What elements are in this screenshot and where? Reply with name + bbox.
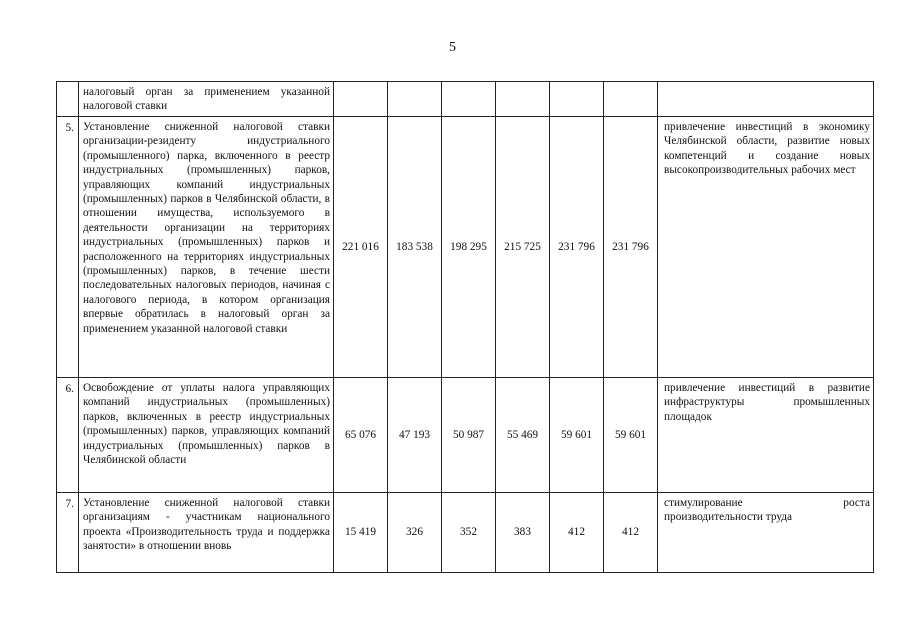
value-cell: 47 193 [388,378,442,493]
row-number: 7. [57,493,79,573]
value-cell: 231 796 [604,117,658,378]
value-cell [388,82,442,117]
value-cell: 412 [550,493,604,573]
value-cell: 231 796 [550,117,604,378]
value-cell: 15 419 [334,493,388,573]
page-number: 5 [449,40,456,55]
value-cell: 65 076 [334,378,388,493]
benefit-description: налоговый орган за применением указанной налоговой ставки [79,82,334,117]
value-cell: 198 295 [442,117,496,378]
benefit-goal: стимулирование роста производительности труда [658,493,874,573]
table-row [57,378,874,493]
benefit-description: Установление сниженной налоговой ставки организациям - участникам национального проекта «Производительность труда и поддержка занятости» в отношении вновь [79,493,334,573]
value-cell [550,82,604,117]
benefits-table [56,81,874,573]
value-cell [442,82,496,117]
value-cell: 352 [442,493,496,573]
value-cell: 221 016 [334,117,388,378]
value-cell: 50 987 [442,378,496,493]
value-cell: 59 601 [550,378,604,493]
value-cell [334,82,388,117]
table-row [57,117,874,378]
row-number: 6. [57,378,79,493]
benefit-goal [658,82,874,117]
benefit-goal: привлечение инвестиций в развитие инфраструктуры промышленных площадок [658,378,874,493]
value-cell: 383 [496,493,550,573]
value-cell: 412 [604,493,658,573]
value-cell: 215 725 [496,117,550,378]
value-cell: 326 [388,493,442,573]
table-row [57,82,874,117]
value-cell: 59 601 [604,378,658,493]
row-number: 5. [57,117,79,378]
benefit-description: Установление сниженной налоговой ставки организации-резиденту индустриального (промышленного) парка, включенного в реестр индустриальных (промышленных) парков, управляющих компаний индустриальных (промышленных) парков в Челябинской области, в отношении имущества, используемого в деятельности организации на территориях индустриальных (промышленных) парков и расположенного на территориях индустриальных (промышленных) парков, в течение шести последовательных налоговых периодов, начиная с налогового периода, в котором организация впервые обратилась в налоговый орган за применением указанной налоговой ставки [79,117,334,378]
row-number [57,82,79,117]
table-row [57,493,874,573]
value-cell [604,82,658,117]
value-cell: 55 469 [496,378,550,493]
value-cell [496,82,550,117]
benefit-description: Освобождение от уплаты налога управляющих компаний индустриальных (промышленных) парков, включенных в реестр индустриальных (промышленных) парков, управляющих компаний индустриальных (промышленных) парков в Челябинской области [79,378,334,493]
value-cell: 183 538 [388,117,442,378]
benefit-goal: привлечение инвестиций в экономику Челябинской области, развитие новых компетенций и создание новых высокопроизводительных рабочих мест [658,117,874,378]
